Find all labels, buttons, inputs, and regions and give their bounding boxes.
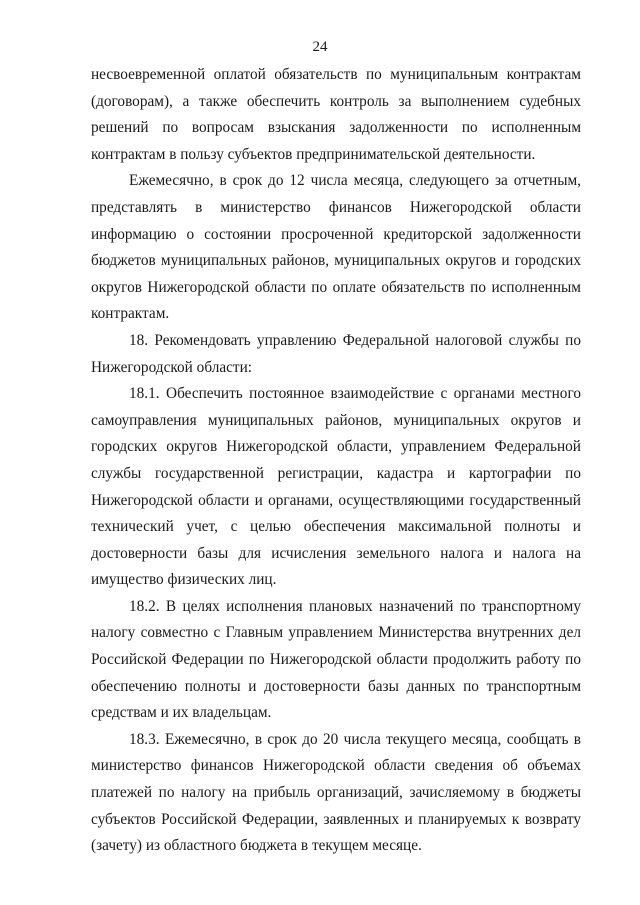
paragraph-4: 18.1. Обеспечить постоянное взаимодействие с органами местного самоуправления муниципальных районов, муниципальных округов и городских округов Нижегородской области, управлением Федеральной службы государственной регистрации, кадастра и картографии по Нижегородской области и органами, осуществляющими государственный технический учет, с целью обеспечения максимальной полноты и достоверности базы для исчисления земельного налога и налога на имущество физических лиц. [91,385,581,589]
paragraph-6: 18.3. Ежемесячно, в срок до 20 числа текущего месяца, сообщать в министерство финансов Нижегородской области сведения об объемах платежей по налогу на прибыль организаций, зачисляемому в бюджеты субъектов Российской Федерации, заявленных и планируемых к возврату (зачету) из областного бюджета в текущем месяце. [91,730,581,855]
page-number: 24 [312,39,328,55]
paragraph-1: несвоевременной оплатой обязательств по муниципальным контрактам (договорам), а также обеспечить контроль за выполнением судебных решений по вопросам взыскания задолженности по исполненным контрактам в пользу субъектов предпринимательской деятельности. [91,66,581,163]
paragraph-5: 18.2. В целях исполнения плановых назначений по транспортному налогу совместно с Главным управлением Министерства внутренних дел Российской Федерации по Нижегородской области продолжить работу по обеспечению полноты и достоверности базы данных по транспортным средствам и их владельцам. [91,597,581,722]
paragraph-3: 18. Рекомендовать управлению Федеральной налоговой службы по Нижегородской области: [91,331,581,376]
paragraph-2: Ежемесячно, в срок до 12 числа месяца, следующего за отчетным, представлять в министерство финансов Нижегородской области информацию о состоянии просроченной кредиторской задолженности бюджетов муниципальных районов, муниципальных округов и городских округов Нижегородской области по оплате обязательств по исполненным контрактам. [91,172,581,323]
document-body [91,62,581,860]
